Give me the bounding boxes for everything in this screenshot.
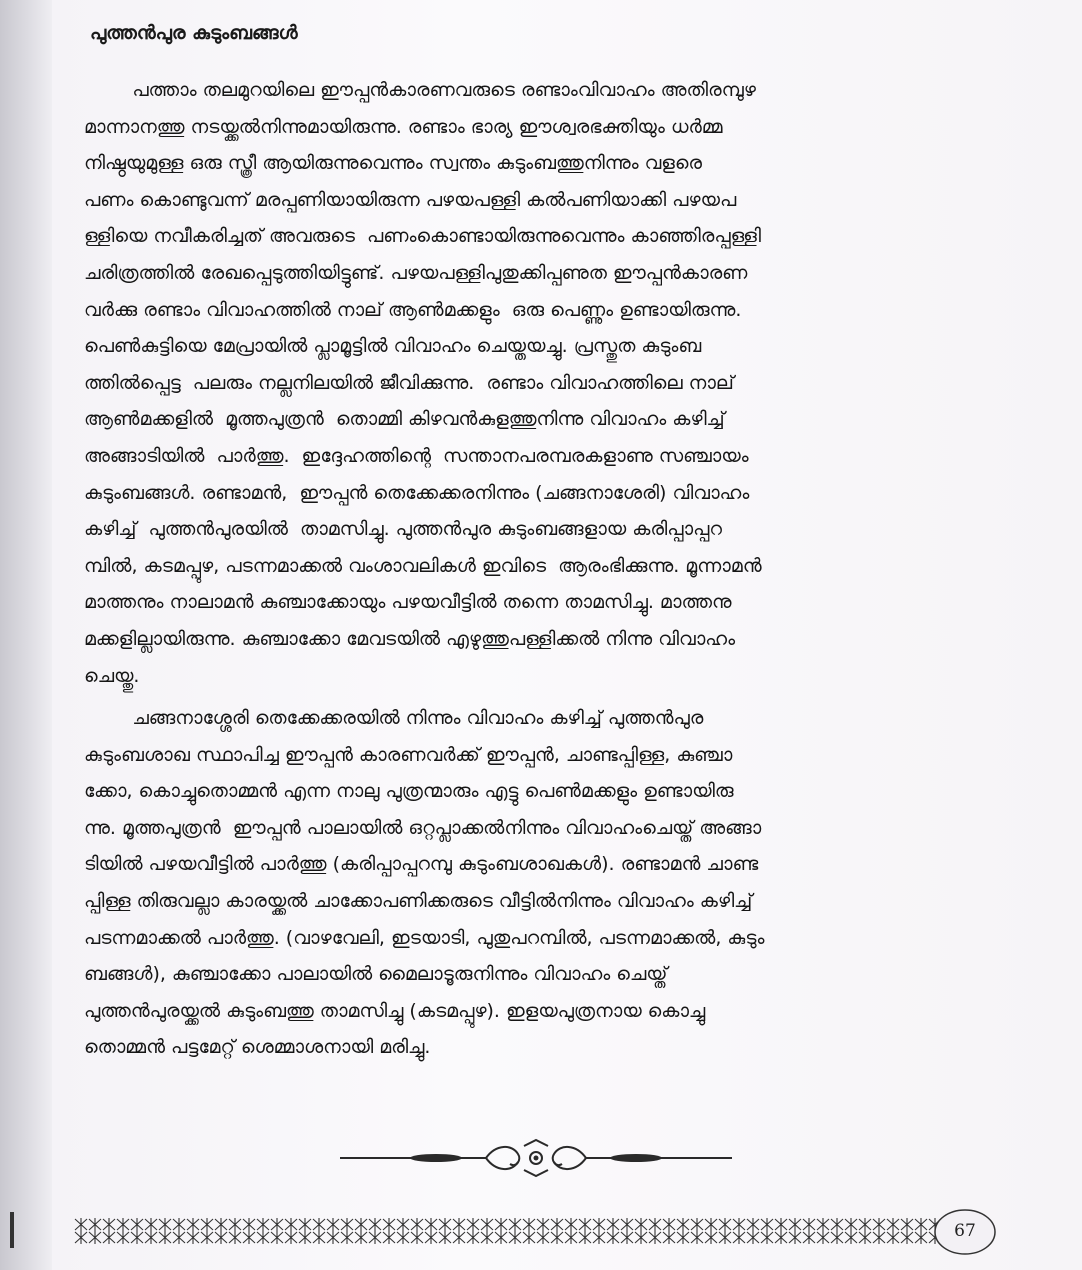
text-line: ആൺമക്കളിൽ മൂത്തപുത്രൻ തൊമ്മി കിഴവൻകുളത്തുനിന്നു വിവാഹം കഴിച്ച്	[84, 408, 725, 431]
text-line: മാത്തനും നാലാമൻ കുഞ്ചാക്കോയും പഴയവീട്ടിൽ തന്നെ താമസിച്ചു. മാത്തനു	[84, 591, 732, 614]
text-line: ക്കോ, കൊച്ചുതൊമ്മൻ എന്ന നാലു പുത്രന്മാരും എട്ടു പെൺമക്കളും ഉണ്ടായിരു	[84, 780, 734, 803]
text-line: പണം കൊണ്ടുവന്ന് മരപ്പണിയായിരുന്ന പഴയപള്ളി കൽപണിയാക്കി പഴയപ	[84, 188, 737, 211]
text-line: ത്തിൽപ്പെട്ട പലരും നല്ലനിലയിൽ ജീവിക്കുന്നു. രണ്ടാം വിവാഹത്തിലെ നാല്	[84, 371, 734, 394]
decorative-divider-ornament	[336, 1138, 736, 1178]
text-line: കുടുംബങ്ങൾ. രണ്ടാമൻ, ഈപ്പൻ തെക്കേക്കരനിന്നും (ചങ്ങനാശേരി) വിവാഹം	[84, 481, 750, 504]
text-line: പത്താം തലമുറയിലെ ഈപ്പൻകാരണവരുടെ രണ്ടാംവിവാഹം അതിരമ്പുഴ	[84, 79, 756, 101]
decorative-border-strip	[74, 1218, 942, 1244]
text-line: ബങ്ങൾ), കുഞ്ചാക്കോ പാലായിൽ മൈലാടൂരുനിന്നും വിവാഹം ചെയ്ത്	[84, 963, 668, 986]
text-line: ചരിത്രത്തിൽ രേഖപ്പെടുത്തിയിട്ടുണ്ട്. പഴയപള്ളിപുതുക്കിപ്പണുത ഈപ്പൻകാരണ	[84, 261, 748, 284]
text-line: ചങ്ങനാശ്ശേരി തെക്കേക്കരയിൽ നിന്നും വിവാഹം കഴിച്ച് പുത്തൻപുര	[84, 707, 704, 729]
text-line: പടന്നമാക്കൽ പാർത്തു. (വാഴവേലി, ഇടയാടി, പുതുപറമ്പിൽ, പടന്നമാക്കൽ, കുടും	[84, 926, 765, 949]
text-line: കുടുംബശാഖ സ്ഥാപിച്ച ഈപ്പൻ കാരണവർക്ക് ഈപ്പൻ, ചാണ്ടപ്പിള്ള, കുഞ്ചാ	[84, 743, 733, 766]
text-line: ടിയിൽ പഴയവീട്ടിൽ പാർത്തു (കരിപ്പാപ്പറമ്പു കുടുംബശാഖകൾ). രണ്ടാമൻ ചാണ്ട	[84, 853, 759, 876]
paragraph-1	[84, 72, 1014, 694]
text-line: ന്നു. മൂത്തപുത്രൻ ഈപ്പൻ പാലായിൽ ഒറ്റപ്ലാക്കൽനിന്നും വിവാഹംചെയ്ത് അങ്ങാ	[84, 816, 762, 839]
text-line: നിഷ്ഠയുമുള്ള ഒരു സ്ത്രീ ആയിരുന്നുവെന്നും സ്വന്തം കുടുംബത്തുനിന്നും വളരെ	[84, 152, 702, 175]
text-line: തൊമ്മൻ പട്ടമേറ്റ് ശെമ്മാശനായി മരിച്ചു.	[84, 1036, 431, 1059]
text-line: കഴിച്ച് പുത്തൻപുരയിൽ താമസിച്ചു. പുത്തൻപുര കുടുംബങ്ങളായ കരിപ്പാപ്പറ	[84, 518, 722, 541]
page-number-badge	[932, 1207, 998, 1257]
text-line: പ്പിള്ള തിരുവല്ലാ കാരയ്ക്കൽ ചാക്കോപണിക്കരുടെ വീട്ടിൽനിന്നും വിവാഹം കഴിച്ച്	[84, 889, 753, 912]
text-line: പുത്തൻപുരയ്ക്കൽ കുടുംബത്തു താമസിച്ചു (കടമപ്പുഴ). ഇളയപുത്രനായ കൊച്ചു	[84, 999, 706, 1022]
text-line: ചെയ്തു.	[84, 664, 140, 687]
text-line: ള്ളിയെ നവീകരിച്ചത് അവരുടെ പണംകൊണ്ടായിരുന്നുവെന്നും കാഞ്ഞിരപ്പള്ളി	[84, 225, 761, 248]
paragraph-2	[84, 700, 1014, 1066]
text-line: മ്പിൽ, കടമപ്പുഴ, പടന്നമാക്കൽ വംശാവലികൾ ഇവിടെ ആരംഭിക്കുന്നു. മൂന്നാമൻ	[84, 554, 762, 577]
text-line: വർക്കു രണ്ടാം വിവാഹത്തിൽ നാല് ആൺമക്കളും ഒരു പെണ്ണും ഉണ്ടായിരുന്നു.	[84, 298, 742, 321]
text-line: മാന്നാനത്തു നടയ്ക്കൽനിന്നുമായിരുന്നു. രണ്ടാം ഭാര്യ ഈശ്വരഭക്തിയും ധർമ്മ	[84, 115, 723, 138]
text-line: അങ്ങാടിയിൽ പാർത്തു. ഇദ്ദേഹത്തിന്റെ സന്താനപരമ്പരകളാണു സഞ്ചായം	[84, 444, 749, 467]
text-line: പെൺകുട്ടിയെ മേപ്രായിൽ പ്ലാമൂട്ടിൽ വിവാഹം ചെയ്തയച്ചു. പ്രസ്തുത കുടുംബ	[84, 335, 702, 358]
running-head-title: പുത്തൻപുര കുടുംബങ്ങൾ	[90, 22, 298, 44]
book-gutter-shadow	[0, 0, 52, 1270]
edge-mark	[10, 1212, 14, 1248]
page-number: 67	[954, 1221, 976, 1241]
text-line: മക്കളില്ലായിരുന്നു. കുഞ്ചാക്കോ മേവടയിൽ എഴുത്തുപള്ളിക്കൽ നിന്നു വിവാഹം	[84, 627, 736, 650]
